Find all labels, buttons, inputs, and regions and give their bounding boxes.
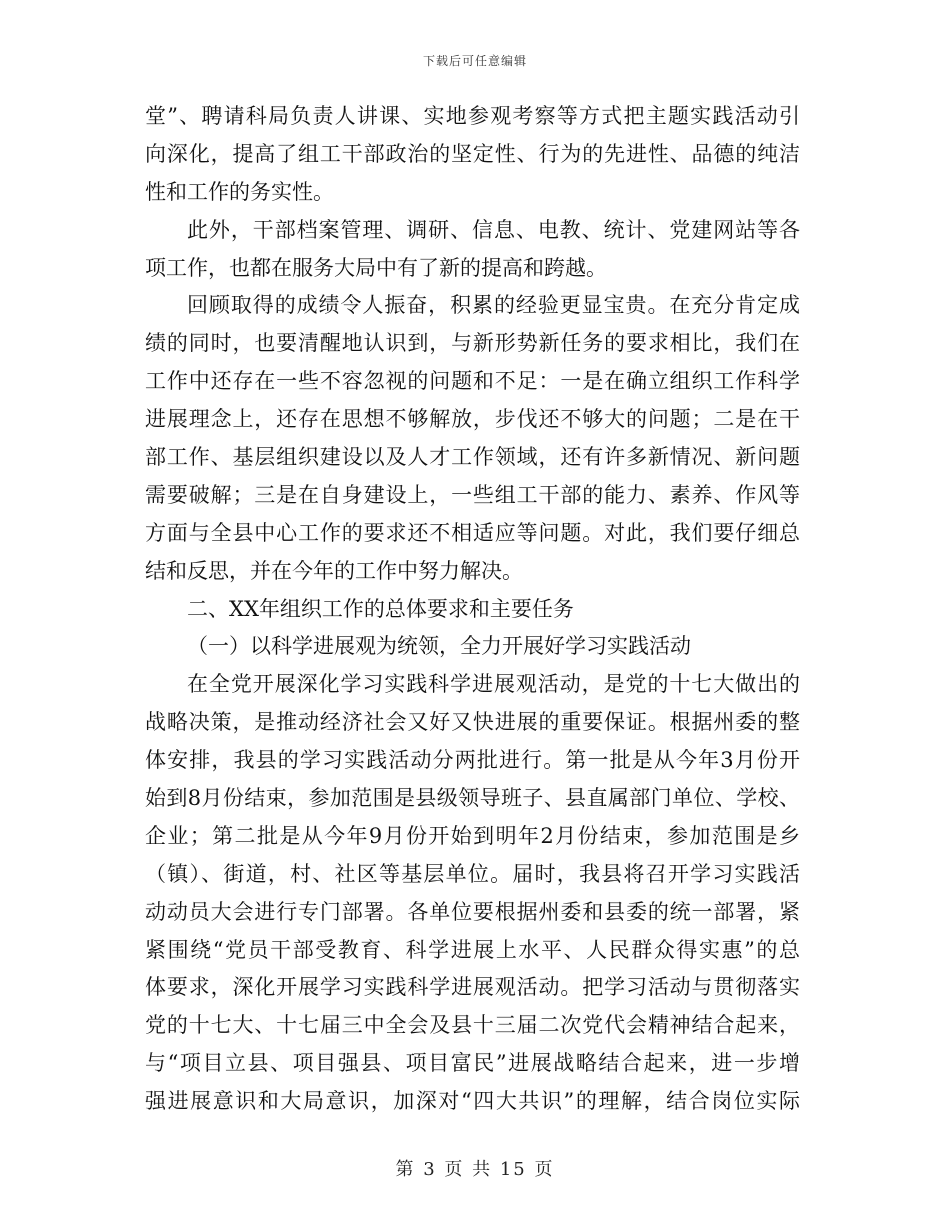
text-line: 战略决策，是推动经济社会又好又快进展的重要保证。根据州委的整	[145, 710, 800, 735]
text-line: 向深化，提高了组工干部政治的坚定性、行为的先进性、品德的纯洁	[145, 141, 800, 166]
text-line: 部工作、基层组织建设以及人才工作领域，还有许多新情况、新问题	[145, 445, 800, 470]
document-body	[145, 98, 800, 1121]
subsection-heading: （一）以科学进展观为统领，全力开展好学习实践活动	[187, 634, 691, 659]
text-line: 结和反思，并在今年的工作中努力解决。	[145, 558, 523, 583]
text-line: 在全党开展深化学习实践科学进展观活动，是党的十七大做出的	[187, 672, 800, 697]
text-line: 项工作，也都在服务大局中有了新的提高和跨越。	[145, 255, 607, 280]
text-line: 体要求，深化开展学习实践科学进展观活动。把学习活动与贯彻落实	[145, 975, 800, 1000]
text-line: 需要破解；三是在自身建设上，一些组工干部的能力、素养、作风等	[145, 482, 800, 507]
text-line: 党的十七大、十七届三中全会及县十三届二次党代会精神结合起来，	[145, 1013, 800, 1038]
text-line: 体安排，我县的学习实践活动分两批进行。第一批是从今年3月份开	[145, 748, 800, 773]
text-line: 与“项目立县、项目强县、项目富民”进展战略结合起来，进一步增	[145, 1051, 800, 1076]
text-line: 绩的同时，也要清醒地认识到，与新形势新任务的要求相比，我们在	[145, 331, 800, 356]
text-line: 堂”、聘请科局负责人讲课、实地参观考察等方式把主题实践活动引	[145, 104, 800, 128]
text-line: 方面与全县中心工作的要求还不相适应等问题。对此，我们要仔细总	[145, 520, 800, 545]
text-line: 性和工作的务实性。	[145, 179, 334, 204]
text-line: 企业；第二批是从今年9月份开始到明年2月份结束，参加范围是乡	[145, 823, 800, 848]
section-heading: 二、XX年组织工作的总体要求和主要任务	[187, 596, 574, 621]
text-line: 此外，干部档案管理、调研、信息、电教、统计、党建网站等各	[187, 217, 800, 242]
page-header: 下载后可任意编辑	[422, 54, 527, 68]
text-line: 紧围绕“党员干部受教育、科学进展上水平、人民群众得实惠”的总	[145, 937, 800, 962]
text-line: 强进展意识和大局意识，加深对“四大共识”的理解，结合岗位实际	[145, 1089, 800, 1114]
text-line: 进展理念上，还存在思想不够解放，步伐还不够大的问题；二是在干	[145, 407, 800, 432]
page-footer: 第 3 页 共 15 页	[395, 1159, 555, 1180]
text-line: 工作中还存在一些不容忽视的问题和不足：一是在确立组织工作科学	[145, 369, 800, 394]
text-line: 回顾取得的成绩令人振奋，积累的经验更显宝贵。在充分肯定成	[187, 293, 800, 318]
text-line: （镇）、街道，村、社区等基层单位。届时，我县将召开学习实践活	[145, 861, 800, 886]
text-line: 始到8月份结束，参加范围是县级领导班子、县直属部门单位、学校、	[145, 786, 800, 811]
text-line: 动动员大会进行专门部署。各单位要根据州委和县委的统一部署，紧	[145, 899, 800, 924]
